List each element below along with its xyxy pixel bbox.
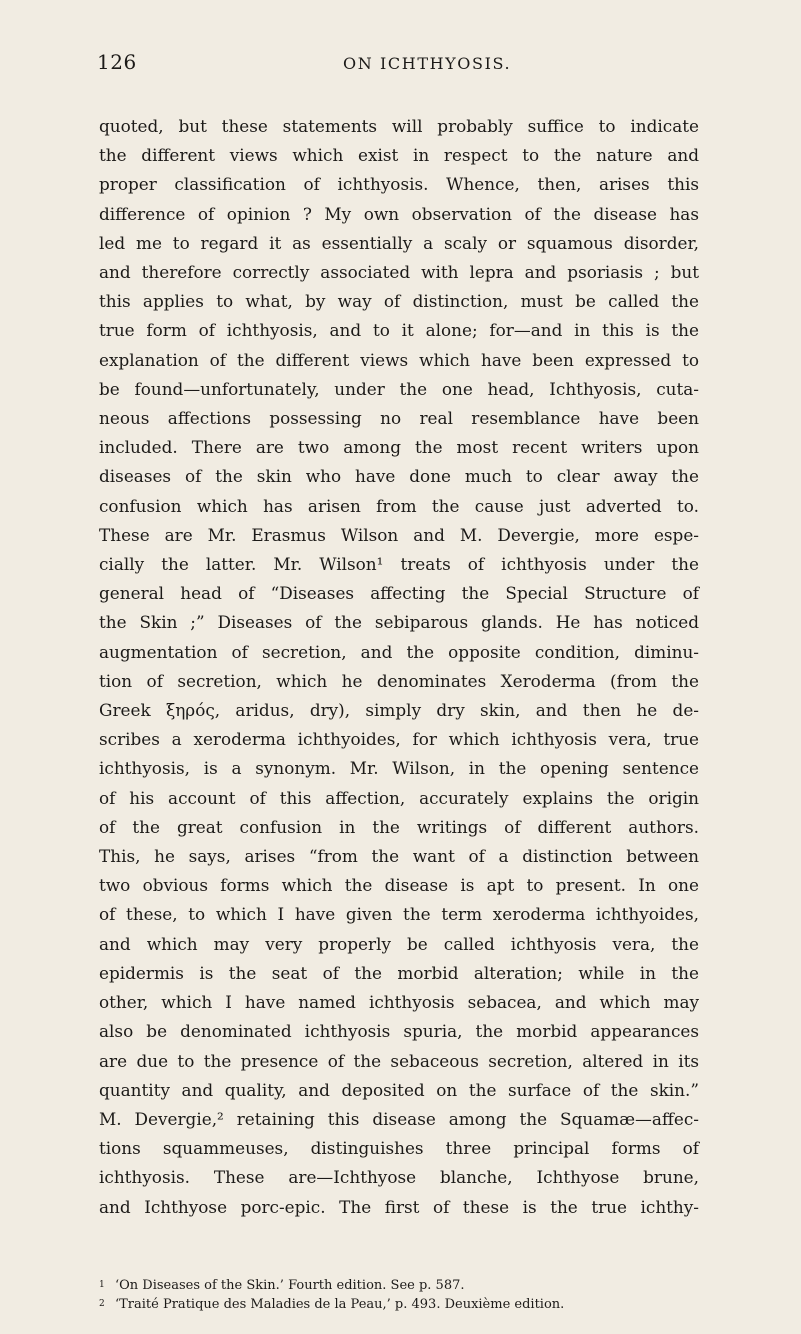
text-line: two obvious forms which the disease is apt to present. In one — [99, 875, 699, 896]
text-line: quantity and quality, and deposited on the surface of the skin.” — [99, 1079, 699, 1100]
page-header — [97, 50, 697, 84]
text-line: ichthyosis, is a synonym. Mr. Wilson, in the opening sentence — [99, 758, 699, 779]
text-line: and Ichthyose porc-epic. The first of these is the true ichthy- — [99, 1196, 699, 1217]
text-line: are due to the presence of the sebaceous secretion, altered in its — [99, 1050, 699, 1071]
text-line: tions squammeuses, distinguishes three principal forms of — [99, 1138, 699, 1159]
footnote — [99, 1276, 699, 1295]
text-line: epidermis is the seat of the morbid alteration; while in the — [99, 962, 699, 983]
text-line: ichthyosis. These are—Ichthyose blanche, Ichthyose brune, — [99, 1167, 699, 1188]
text-line: the Skin ;” Diseases of the sebiparous glands. He has noticed — [99, 612, 699, 633]
text-line: neous affections possessing no real resemblance have been — [99, 408, 699, 429]
text-line: These are Mr. Erasmus Wilson and M. Devergie, more espe- — [99, 524, 699, 545]
text-line: included. There are two among the most recent writers upon — [99, 437, 699, 458]
page-number: 126 — [97, 50, 137, 74]
text-line: proper classification of ichthyosis. Whence, then, arises this — [99, 174, 699, 195]
text-line: of his account of this affection, accurately explains the origin — [99, 787, 699, 808]
text-line: other, which I have named ichthyosis sebacea, and which may — [99, 992, 699, 1013]
text-line: be found—unfortunately, under the one head, Ichthyosis, cuta- — [99, 378, 699, 399]
text-line: quoted, but these statements will probably suffice to indicate — [99, 116, 699, 136]
text-line: difference of opinion ? My own observation of the disease has — [99, 203, 699, 224]
text-line: cially the latter. Mr. Wilson¹ treats of ichthyosis under the — [99, 554, 699, 575]
footnote-text: ‘Traité Pratique des Maladies de la Peau,’ p. 493. Deuxième edition. — [115, 1297, 565, 1312]
text-line: general head of “Diseases affecting the Special Structure of — [99, 583, 699, 604]
footnote-mark: 2 — [99, 1299, 105, 1309]
text-line: scribes a xeroderma ichthyoides, for which ichthyosis vera, true — [99, 729, 699, 750]
text-line: the different views which exist in respect to the nature and — [99, 145, 699, 166]
text-line: confusion which has arisen from the cause just adverted to. — [99, 495, 699, 516]
footnote-text: ‘On Diseases of the Skin.’ Fourth edition. See p. 587. — [115, 1278, 465, 1293]
text-line: tion of secretion, which he denominates Xeroderma (from the — [99, 670, 699, 691]
text-line: augmentation of secretion, and the opposite condition, diminu- — [99, 641, 699, 662]
text-line: and therefore correctly associated with lepra and psoriasis ; but — [99, 262, 699, 283]
footnote-mark: 1 — [99, 1280, 105, 1290]
footnote — [99, 1295, 699, 1314]
text-line: of these, to which I have given the term xeroderma ichthyoides, — [99, 904, 699, 925]
text-line: explanation of the different views which have been expressed to — [99, 349, 699, 370]
text-line: led me to regard it as essentially a scaly or squamous disorder, — [99, 232, 699, 253]
text-line: also be denominated ichthyosis spuria, the morbid appearances — [99, 1021, 699, 1042]
text-line: M. Devergie,² retaining this disease among the Squamæ—affec- — [99, 1108, 699, 1129]
text-line: This, he says, arises “from the want of a distinction between — [99, 846, 699, 867]
text-line: Greek ξηρός, aridus, dry), simply dry skin, and then he de- — [99, 700, 699, 721]
text-line: this applies to what, by way of distinction, must be called the — [99, 291, 699, 312]
text-line: of the great confusion in the writings of different authors. — [99, 816, 699, 837]
text-line: diseases of the skin who have done much to clear away the — [99, 466, 699, 487]
footnotes — [99, 1276, 699, 1314]
body-text — [99, 112, 699, 1222]
text-line: true form of ichthyosis, and to it alone; for—and in this is the — [99, 320, 699, 341]
running-head: ON ICHTHYOSIS. — [343, 54, 512, 73]
text-line: and which may very properly be called ichthyosis vera, the — [99, 933, 699, 954]
